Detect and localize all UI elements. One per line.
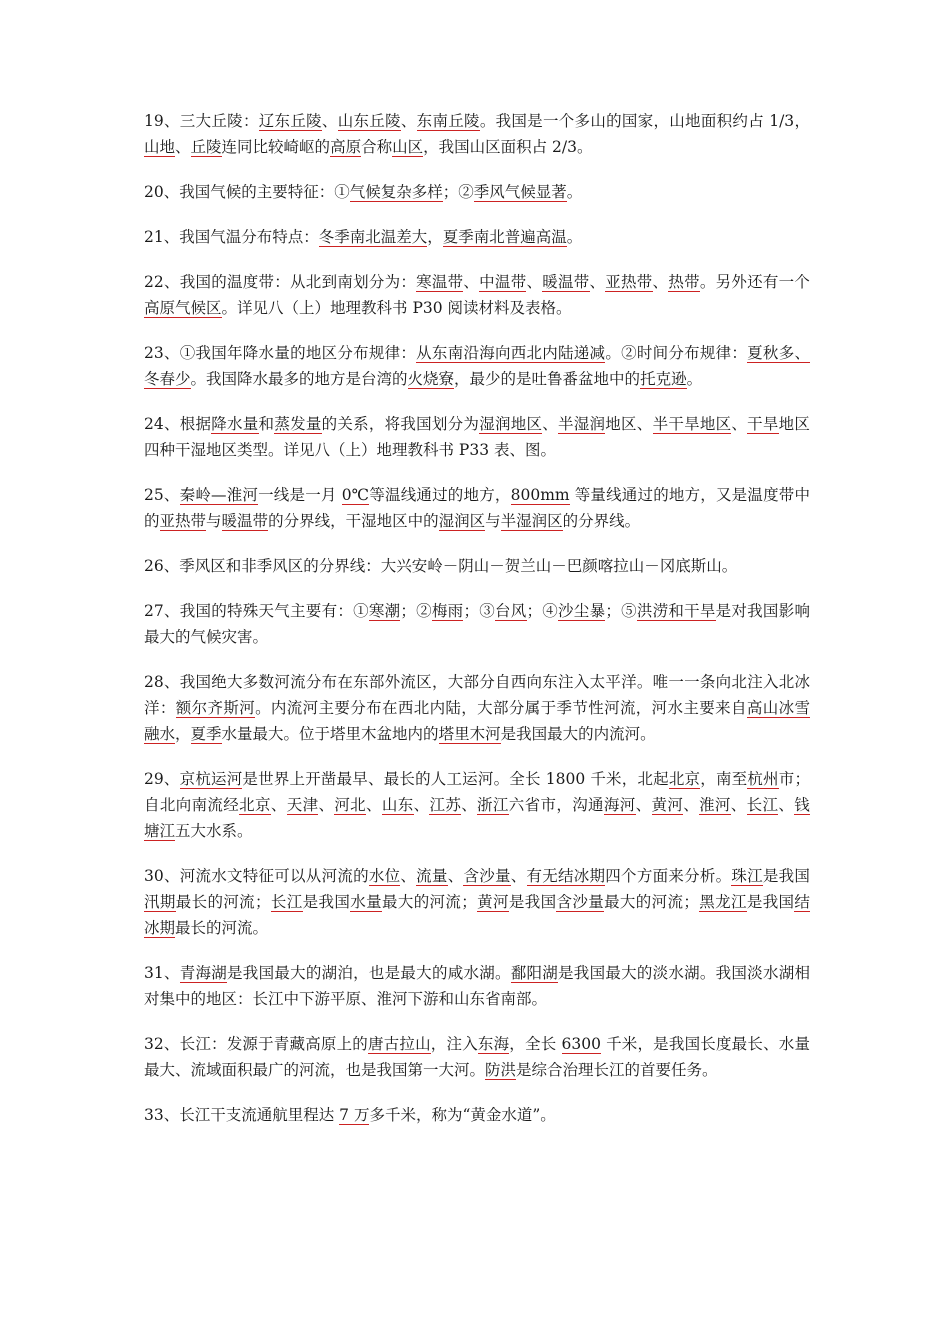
underlined-term: 水量 <box>350 893 382 911</box>
underlined-term: 杭州 <box>747 770 779 788</box>
text-segment: 与 <box>485 512 501 530</box>
underlined-term: 7 万 <box>339 1106 370 1124</box>
underlined-term: 沙尘暴 <box>558 602 606 620</box>
underlined-term: 河北 <box>334 796 367 814</box>
underlined-term: 结冰期 <box>144 893 810 937</box>
underlined-term: 江苏 <box>429 796 462 814</box>
text-segment: 、 <box>463 273 480 291</box>
text-segment: 22、我国的温度带：从北到南划分为： <box>144 273 417 291</box>
text-segment: 最长的河流； <box>175 893 271 911</box>
text-segment: 19、三大丘陵： <box>144 112 259 130</box>
underlined-term: 夏秋多、冬春少 <box>144 344 810 388</box>
text-segment: ；④ <box>526 602 559 620</box>
text-segment: 26、季风区和非季风区的分界线：大兴安岭－阴山－贺兰山－巴颜喀拉山－冈底斯山。 <box>144 557 738 575</box>
text-segment: 、 <box>652 273 669 291</box>
underlined-term: 800mm <box>510 486 570 504</box>
underlined-term: 额尔齐斯河 <box>175 699 256 717</box>
underlined-term: 中温带 <box>479 273 527 291</box>
text-segment: 。 <box>566 183 583 201</box>
underlined-term: 黄河 <box>476 893 509 911</box>
text-segment: 等温线通过的地方， <box>369 486 511 504</box>
underlined-term: 水位 <box>368 867 401 885</box>
text-segment: 、 <box>730 796 747 814</box>
text-segment: 的分界线。 <box>562 512 641 530</box>
paragraph-2 <box>144 179 810 205</box>
paragraph-14 <box>144 1031 810 1083</box>
text-segment: 是世界上开凿最早、最长的人工运河。全长 1800 千米，北起 <box>242 770 669 788</box>
underlined-term: 气候复杂多样 <box>349 183 443 201</box>
underlined-term: 高原气候区 <box>144 299 222 317</box>
text-segment: 是我国 <box>746 893 795 911</box>
text-segment: 是我国 <box>762 867 810 885</box>
text-segment: 。另外还有一个 <box>699 273 810 291</box>
underlined-term: 山东丘陵 <box>337 112 401 130</box>
underlined-term: 降水量 <box>211 415 259 433</box>
text-segment: 。 <box>686 370 703 388</box>
underlined-term: 京杭运河 <box>179 770 243 788</box>
underlined-term: 寒潮 <box>368 602 401 620</box>
underlined-term: 汛期 <box>144 893 176 911</box>
underlined-term: 热带 <box>668 273 700 291</box>
underlined-term: 珠江 <box>731 867 763 885</box>
underlined-term: 丘陵 <box>190 138 222 156</box>
text-segment: 。详见八（上）地理教科书 P30 阅读材料及表格。 <box>221 299 572 317</box>
text-segment: 27、我国的特殊天气主要有：① <box>144 602 369 620</box>
text-segment: 最长的河流。 <box>175 919 269 937</box>
paragraph-6 <box>144 411 810 463</box>
underlined-term: 山区 <box>392 138 424 156</box>
text-segment: 水量最大。位于塔里木盆地内的 <box>221 725 439 743</box>
text-segment: ；⑤ <box>605 602 637 620</box>
text-segment: 六省市，沟通 <box>508 796 604 814</box>
paragraph-10 <box>144 669 810 747</box>
text-segment: ， <box>427 228 443 246</box>
underlined-term: 有无结冰期 <box>526 867 606 885</box>
underlined-term: 北京 <box>668 770 701 788</box>
underlined-term: 高山冰雪融水 <box>144 699 810 743</box>
underlined-term: 含沙量 <box>556 893 605 911</box>
text-segment: 28、我国绝大多数河流分布在东部外流区，大部分自西向东注入太平洋。唯一一条向北注入北冰洋： <box>144 673 810 717</box>
text-segment: 与 <box>206 512 222 530</box>
text-segment: ，我国山区面积占 2/3。 <box>423 138 593 156</box>
text-segment: 、 <box>447 867 464 885</box>
underlined-term: 干旱 <box>747 415 779 433</box>
text-segment: 20、我国气候的主要特征：① <box>144 183 350 201</box>
underlined-term: 湿润地区 <box>479 415 543 433</box>
text-segment: 合称 <box>361 138 393 156</box>
text-segment: 、 <box>366 796 382 814</box>
underlined-term: 长江 <box>270 893 303 911</box>
underlined-term: 青海湖 <box>179 964 228 982</box>
text-segment: 是综合治理长江的首要任务。 <box>516 1061 718 1079</box>
paragraph-1 <box>144 108 810 160</box>
underlined-term: 洪涝和干旱 <box>636 602 716 620</box>
underlined-term: 天津 <box>286 796 319 814</box>
text-segment: 、 <box>731 415 748 433</box>
text-segment: ， <box>175 725 191 743</box>
underlined-term: 流量 <box>416 867 448 885</box>
paragraph-8 <box>144 553 810 579</box>
paragraph-5 <box>144 340 810 392</box>
paragraph-12 <box>144 863 810 941</box>
underlined-term: 半干旱地区 <box>652 415 732 433</box>
underlined-term: 夏季南北普遍高温 <box>442 228 567 246</box>
paragraph-4 <box>144 269 810 321</box>
text-segment: 、 <box>318 796 335 814</box>
text-segment: ；② <box>400 602 432 620</box>
text-segment: 33、长江干支流通航里程达 <box>144 1106 340 1124</box>
underlined-term: 亚热带 <box>605 273 653 291</box>
text-segment: 的关系，将我国划分为 <box>321 415 480 433</box>
text-segment: 、 <box>683 796 700 814</box>
underlined-term: 0℃ <box>341 486 370 504</box>
underlined-term: 冬季南北温差大 <box>318 228 428 246</box>
underlined-term: 东海 <box>477 1035 510 1053</box>
underlined-term: 长江 <box>746 796 779 814</box>
paragraph-3 <box>144 224 810 250</box>
text-segment: 。内流河主要分布在西北内陆，大部分属于季节性河流，河水主要来自 <box>255 699 747 717</box>
text-segment: ，南至 <box>700 770 748 788</box>
underlined-term: 山地 <box>144 138 176 156</box>
underlined-term: 鄱阳湖 <box>510 964 559 982</box>
text-segment: 、 <box>413 796 430 814</box>
underlined-term: 湿润区 <box>438 512 486 530</box>
underlined-term: 唐古拉山 <box>368 1035 431 1053</box>
text-segment: ，注入 <box>430 1035 478 1053</box>
text-segment: 连同比较崎岖的 <box>221 138 331 156</box>
underlined-term: 山东 <box>381 796 414 814</box>
underlined-term: 台风 <box>494 602 527 620</box>
text-segment: 32、长江：发源于青藏高原上的 <box>144 1035 368 1053</box>
text-segment: 是我国最大的内流河。 <box>500 725 656 743</box>
underlined-term: 6300 <box>561 1035 601 1053</box>
underlined-term: 从东南沿海向西北内陆递减 <box>416 344 606 362</box>
text-segment: 、 <box>321 112 338 130</box>
text-segment: 、 <box>635 796 652 814</box>
underlined-term: 寒温带 <box>416 273 464 291</box>
text-segment: ，最少的是吐鲁番盆地中的 <box>454 370 641 388</box>
text-segment: 、 <box>400 867 417 885</box>
text-segment: 四个方面来分析。 <box>605 867 732 885</box>
underlined-term: 钱塘江 <box>144 796 810 840</box>
text-segment: ；③ <box>463 602 495 620</box>
text-segment: 、 <box>400 112 417 130</box>
text-segment: 24、根据 <box>144 415 212 433</box>
text-segment: 是我国最大的湖泊，也是最大的咸水湖。 <box>227 964 511 982</box>
text-segment: 多千米，称为“黄金水道”。 <box>369 1106 556 1124</box>
underlined-term: 黄河 <box>651 796 684 814</box>
paragraph-7 <box>144 482 810 534</box>
text-segment: 千米，是我国长度最长、水量最大、流域面积最广的河流，也是我国第一大河。 <box>144 1035 810 1079</box>
text-segment: 等量线通过的地方，又是温度带中的 <box>144 486 810 530</box>
text-segment: 市；自北向南流经 <box>144 770 810 814</box>
text-segment: 、 <box>510 867 527 885</box>
underlined-term: 亚热带 <box>159 512 207 530</box>
underlined-term: 夏季 <box>190 725 222 743</box>
underlined-term: 半湿润 <box>558 415 606 433</box>
text-segment: 21、我国气温分布特点： <box>144 228 319 246</box>
text-segment: 、 <box>778 796 795 814</box>
underlined-term: 塔里木河 <box>438 725 501 743</box>
text-segment: 最大的河流； <box>381 893 477 911</box>
text-segment: 、 <box>526 273 543 291</box>
text-segment: 是我国 <box>302 893 351 911</box>
text-segment: 、 <box>589 273 606 291</box>
text-segment: 五大水系。 <box>175 822 253 840</box>
text-segment: ，全长 <box>509 1035 562 1053</box>
underlined-term: 含沙量 <box>463 867 511 885</box>
text-segment: 最大的河流； <box>604 893 699 911</box>
text-segment: 、 <box>270 796 287 814</box>
underlined-term: 东南丘陵 <box>416 112 480 130</box>
text-segment: 30、河流水文特征可以从河流的 <box>144 867 369 885</box>
underlined-term: 暖温带 <box>221 512 269 530</box>
underlined-term: 浙江 <box>477 796 509 814</box>
text-segment: 是对我国影响最大的气候灾害。 <box>144 602 810 646</box>
underlined-term: 淮河 <box>699 796 731 814</box>
text-segment: 29、 <box>144 770 180 788</box>
underlined-term: 半湿润区 <box>500 512 563 530</box>
underlined-term: 季风气候显著 <box>473 183 567 201</box>
paragraph-13 <box>144 960 810 1012</box>
underlined-term: 暖温带 <box>542 273 590 291</box>
text-segment: 、 <box>542 415 558 433</box>
paragraph-15 <box>144 1102 810 1128</box>
underlined-term: 防洪 <box>485 1061 517 1079</box>
text-segment: 的分界线，干湿地区中的 <box>268 512 439 530</box>
underlined-term: 海河 <box>603 796 636 814</box>
underlined-term: 高原 <box>330 138 362 156</box>
text-segment: 、 <box>175 138 191 156</box>
text-segment: 一线是一月 <box>258 486 342 504</box>
text-segment: 地区、 <box>605 415 653 433</box>
underlined-term: 托克逊 <box>640 370 687 388</box>
text-segment: 。我国是一个多山的国家，山地面积约占 1/3， <box>479 112 810 130</box>
text-segment: 31、 <box>144 964 180 982</box>
text-segment: 23、①我国年降水量的地区分布规律： <box>144 344 417 362</box>
underlined-term: 蒸发量 <box>274 415 322 433</box>
text-segment: 25、 <box>144 486 180 504</box>
text-segment: 。②时间分布规律： <box>605 344 748 362</box>
underlined-term: 梅雨 <box>431 602 464 620</box>
underlined-term: 黑龙江 <box>698 893 747 911</box>
underlined-term: 辽东丘陵 <box>258 112 322 130</box>
underlined-term: 火烧寮 <box>407 370 455 388</box>
text-segment: 是我国最大的淡水湖。我国淡水湖相对集中的地区：长江中下游平原、淮河下游和山东省南部。 <box>144 964 810 1008</box>
underlined-term: 秦岭—淮河 <box>179 486 259 504</box>
underlined-term: 北京 <box>239 796 271 814</box>
text-segment: 、 <box>461 796 478 814</box>
text-segment: 和 <box>258 415 275 433</box>
text-segment: 是我国 <box>508 893 557 911</box>
text-segment: 地区四种干湿地区类型。详见八（上）地理教科书 P33 表、图。 <box>144 415 810 459</box>
paragraph-11 <box>144 766 810 844</box>
text-segment: 。我国降水最多的地方是台湾的 <box>190 370 408 388</box>
text-segment: 。 <box>566 228 583 246</box>
paragraph-9 <box>144 598 810 650</box>
text-segment: ；② <box>442 183 474 201</box>
